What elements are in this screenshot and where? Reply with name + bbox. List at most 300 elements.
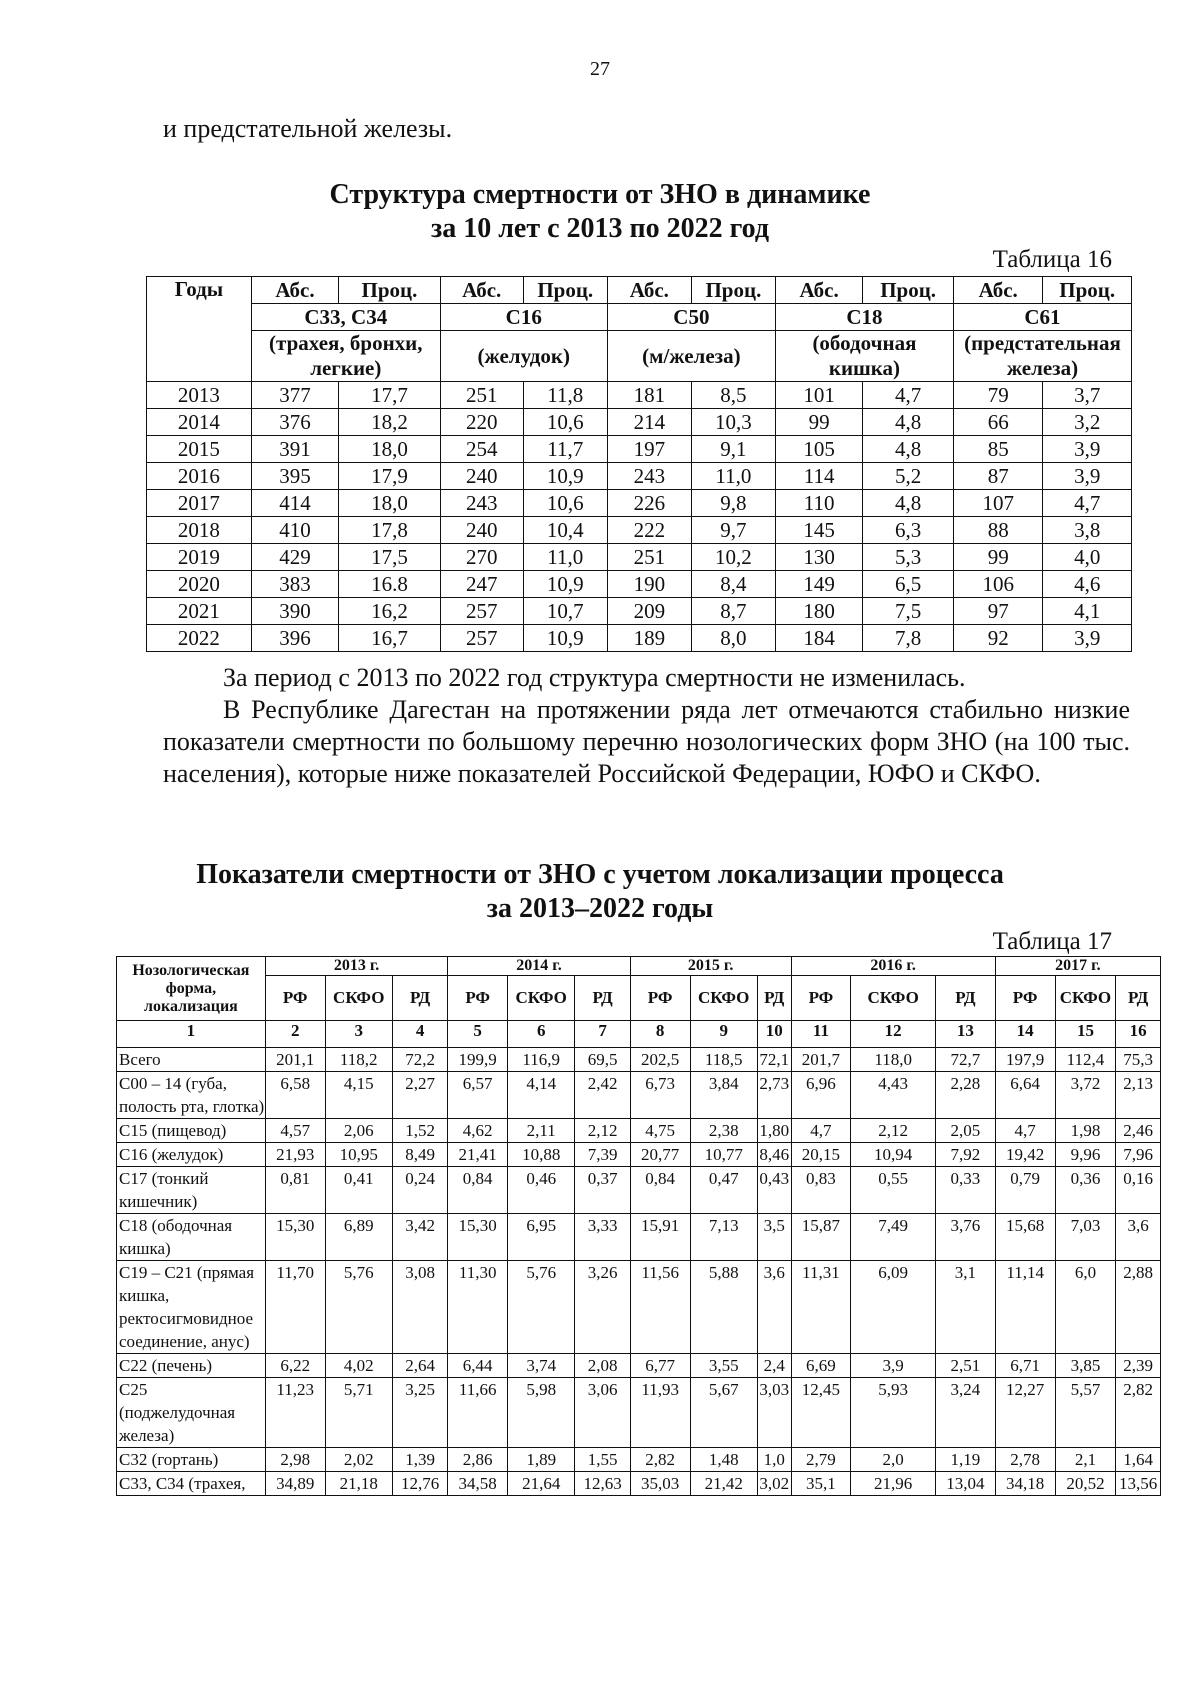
- value-cell: 4,8: [863, 436, 954, 463]
- value-cell: 202,5: [630, 1048, 690, 1072]
- table-row: [147, 436, 1132, 463]
- value-cell: 11,70: [265, 1261, 325, 1354]
- value-cell: 383: [251, 571, 338, 598]
- value-cell: 8,5: [691, 382, 775, 409]
- value-cell: 0,36: [1055, 1167, 1116, 1214]
- value-cell: 35,1: [791, 1472, 851, 1496]
- value-cell: 7,13: [690, 1214, 757, 1261]
- region-header: СКФО: [851, 976, 936, 1021]
- column-number: 14: [995, 1021, 1055, 1048]
- value-cell: 2,38: [690, 1119, 757, 1143]
- value-cell: 2,05: [936, 1119, 996, 1143]
- value-cell: 6,57: [448, 1072, 508, 1119]
- value-cell: 414: [251, 490, 338, 517]
- table-row: [147, 625, 1132, 652]
- value-cell: 181: [607, 382, 691, 409]
- value-cell: 1,52: [392, 1119, 447, 1143]
- value-cell: 118,5: [690, 1048, 757, 1072]
- column-number: 2: [265, 1021, 325, 1048]
- pct-header: Проц.: [691, 277, 775, 304]
- value-cell: 395: [251, 463, 338, 490]
- value-cell: 92: [953, 625, 1043, 652]
- column-number: 7: [575, 1021, 630, 1048]
- table-row: [147, 517, 1132, 544]
- value-cell: 5,93: [851, 1378, 936, 1448]
- value-cell: 12,63: [575, 1472, 630, 1496]
- value-cell: 20,15: [791, 1143, 851, 1167]
- value-cell: 11,23: [265, 1378, 325, 1448]
- value-cell: 2,12: [575, 1119, 630, 1143]
- value-cell: 3,25: [392, 1378, 447, 1448]
- value-cell: 97: [953, 598, 1043, 625]
- years-header: Годы: [147, 277, 252, 382]
- region-header: РД: [1116, 976, 1161, 1021]
- abs-header: Абс.: [953, 277, 1043, 304]
- value-cell: 3,84: [690, 1072, 757, 1119]
- value-cell: 15,91: [630, 1214, 690, 1261]
- value-cell: 209: [607, 598, 691, 625]
- year-header: 2016 г.: [791, 957, 995, 976]
- value-cell: 7,5: [863, 598, 954, 625]
- value-cell: 5,71: [325, 1378, 392, 1448]
- year-cell: 2018: [147, 517, 252, 544]
- value-cell: 0,37: [575, 1167, 630, 1214]
- value-cell: 6,77: [630, 1354, 690, 1378]
- value-cell: 4,7: [791, 1119, 851, 1143]
- value-cell: 201,7: [791, 1048, 851, 1072]
- value-cell: 34,58: [448, 1472, 508, 1496]
- value-cell: 20,77: [630, 1143, 690, 1167]
- table-row: [147, 598, 1132, 625]
- value-cell: 1,64: [1116, 1448, 1161, 1472]
- value-cell: 376: [251, 409, 338, 436]
- value-cell: 6,64: [995, 1072, 1055, 1119]
- year-header: 2013 г.: [265, 957, 447, 976]
- value-cell: 201,1: [265, 1048, 325, 1072]
- value-cell: 2,13: [1116, 1072, 1161, 1119]
- table-row: [147, 490, 1132, 517]
- table17-year-row: [117, 957, 1161, 976]
- value-cell: 12,27: [995, 1378, 1055, 1448]
- value-cell: 112,4: [1055, 1048, 1116, 1072]
- value-cell: 3,9: [1043, 463, 1132, 490]
- value-cell: 5,57: [1055, 1378, 1116, 1448]
- value-cell: 180: [775, 598, 862, 625]
- table16-label: Таблица 16: [992, 246, 1112, 273]
- value-cell: 6,22: [265, 1354, 325, 1378]
- value-cell: 0,43: [757, 1167, 791, 1214]
- localization-cell: С18 (ободочная кишка): [117, 1214, 266, 1261]
- year-header: 2017 г.: [995, 957, 1160, 976]
- value-cell: 10,6: [523, 409, 607, 436]
- value-cell: 20,52: [1055, 1472, 1116, 1496]
- pct-header: Проц.: [863, 277, 954, 304]
- value-cell: 3,2: [1043, 409, 1132, 436]
- value-cell: 2,73: [757, 1072, 791, 1119]
- localization-cell: С25 (поджелудочная железа): [117, 1378, 266, 1448]
- value-cell: 9,7: [691, 517, 775, 544]
- value-cell: 21,93: [265, 1143, 325, 1167]
- region-header: РФ: [630, 976, 690, 1021]
- pct-header: Проц.: [339, 277, 441, 304]
- region-header: РФ: [265, 976, 325, 1021]
- value-cell: 257: [440, 598, 523, 625]
- value-cell: 35,03: [630, 1472, 690, 1496]
- value-cell: 11,31: [791, 1261, 851, 1354]
- year-cell: 2016: [147, 463, 252, 490]
- table-row: [117, 1261, 1161, 1354]
- value-cell: 1,0: [757, 1448, 791, 1472]
- table-row: [117, 1072, 1161, 1119]
- value-cell: 19,42: [995, 1143, 1055, 1167]
- value-cell: 2,88: [1116, 1261, 1161, 1354]
- value-cell: 15,30: [448, 1214, 508, 1261]
- value-cell: 2,78: [995, 1448, 1055, 1472]
- value-cell: 3,72: [1055, 1072, 1116, 1119]
- value-cell: 240: [440, 517, 523, 544]
- value-cell: 118,2: [325, 1048, 392, 1072]
- value-cell: 5,76: [508, 1261, 575, 1354]
- region-header: РД: [392, 976, 447, 1021]
- value-cell: 12,45: [791, 1378, 851, 1448]
- value-cell: 6,3: [863, 517, 954, 544]
- value-cell: 4,7: [1043, 490, 1132, 517]
- value-cell: 9,96: [1055, 1143, 1116, 1167]
- value-cell: 101: [775, 382, 862, 409]
- value-cell: 17,8: [339, 517, 441, 544]
- value-cell: 2,27: [392, 1072, 447, 1119]
- value-cell: 5,2: [863, 463, 954, 490]
- localization-cell: С22 (печень): [117, 1354, 266, 1378]
- abs-header: Абс.: [607, 277, 691, 304]
- value-cell: 396: [251, 625, 338, 652]
- value-cell: 7,39: [575, 1143, 630, 1167]
- group-description: (трахея, бронхи, легкие): [251, 331, 440, 382]
- table16-title-line2: за 10 лет с 2013 по 2022 год: [430, 213, 770, 244]
- group-code: С16: [440, 304, 607, 331]
- year-header: 2015 г.: [630, 957, 791, 976]
- value-cell: 13,04: [936, 1472, 996, 1496]
- value-cell: 6,09: [851, 1261, 936, 1354]
- table-row: [147, 571, 1132, 598]
- value-cell: 18,2: [339, 409, 441, 436]
- value-cell: 2,11: [508, 1119, 575, 1143]
- value-cell: 3,03: [757, 1378, 791, 1448]
- value-cell: 3,74: [508, 1354, 575, 1378]
- value-cell: 4,8: [863, 409, 954, 436]
- value-cell: 18,0: [339, 436, 441, 463]
- value-cell: 0,24: [392, 1167, 447, 1214]
- value-cell: 10,95: [325, 1143, 392, 1167]
- localization-cell: С19 – С21 (прямая кишка, ректосигмовидное соединение, анус): [117, 1261, 266, 1354]
- value-cell: 0,84: [448, 1167, 508, 1214]
- pct-header: Проц.: [523, 277, 607, 304]
- value-cell: 6,0: [1055, 1261, 1116, 1354]
- value-cell: 2,98: [265, 1448, 325, 1472]
- value-cell: 391: [251, 436, 338, 463]
- group-code: С33, С34: [251, 304, 440, 331]
- value-cell: 13,56: [1116, 1472, 1161, 1496]
- value-cell: 10,9: [523, 463, 607, 490]
- value-cell: 0,47: [690, 1167, 757, 1214]
- table-row: [147, 544, 1132, 571]
- value-cell: 243: [607, 463, 691, 490]
- value-cell: 3,7: [1043, 382, 1132, 409]
- column-number: 13: [936, 1021, 996, 1048]
- value-cell: 8,7: [691, 598, 775, 625]
- table16: [146, 276, 1132, 652]
- value-cell: 2,64: [392, 1354, 447, 1378]
- value-cell: 3,8: [1043, 517, 1132, 544]
- value-cell: 15,30: [265, 1214, 325, 1261]
- value-cell: 6,58: [265, 1072, 325, 1119]
- table17-title: [0, 858, 1200, 926]
- value-cell: 7,92: [936, 1143, 996, 1167]
- value-cell: 3,42: [392, 1214, 447, 1261]
- table16-code-row: [147, 304, 1132, 331]
- value-cell: 87: [953, 463, 1043, 490]
- value-cell: 0,83: [791, 1167, 851, 1214]
- value-cell: 8,4: [691, 571, 775, 598]
- value-cell: 4,6: [1043, 571, 1132, 598]
- value-cell: 1,80: [757, 1119, 791, 1143]
- value-cell: 2,82: [1116, 1378, 1161, 1448]
- value-cell: 1,89: [508, 1448, 575, 1472]
- localization-cell: С00 – 14 (губа, полость рта, глотка): [117, 1072, 266, 1119]
- paragraph: В Республике Дагестан на протяжении ряда лет отмечаются стабильно низкие показатели смертности по большому перечню нозологических форм ЗНО (на 100 тыс. населения), которые ниже показателей Российской Федерации, ЮФО и СКФО.: [163, 695, 1130, 788]
- value-cell: 2,06: [325, 1119, 392, 1143]
- value-cell: 4,02: [325, 1354, 392, 1378]
- value-cell: 11,0: [691, 463, 775, 490]
- value-cell: 1,98: [1055, 1119, 1116, 1143]
- value-cell: 11,30: [448, 1261, 508, 1354]
- value-cell: 6,71: [995, 1354, 1055, 1378]
- value-cell: 2,12: [851, 1119, 936, 1143]
- year-cell: 2014: [147, 409, 252, 436]
- table17-label: Таблица 17: [992, 928, 1112, 955]
- value-cell: 4,7: [995, 1119, 1055, 1143]
- value-cell: 3,33: [575, 1214, 630, 1261]
- value-cell: 4,7: [863, 382, 954, 409]
- value-cell: 110: [775, 490, 862, 517]
- table-row: [147, 463, 1132, 490]
- paragraph: За период с 2013 по 2022 год структура смертности не изменилась.: [223, 663, 966, 692]
- value-cell: 75,3: [1116, 1048, 1161, 1072]
- value-cell: 85: [953, 436, 1043, 463]
- column-number: 8: [630, 1021, 690, 1048]
- value-cell: 3,06: [575, 1378, 630, 1448]
- value-cell: 7,8: [863, 625, 954, 652]
- value-cell: 0,55: [851, 1167, 936, 1214]
- value-cell: 2,08: [575, 1354, 630, 1378]
- value-cell: 11,56: [630, 1261, 690, 1354]
- continuation-text: и предстательной железы.: [163, 114, 453, 143]
- column-number: 11: [791, 1021, 851, 1048]
- column-number: 16: [1116, 1021, 1161, 1048]
- value-cell: 377: [251, 382, 338, 409]
- value-cell: 197,9: [995, 1048, 1055, 1072]
- value-cell: 16.8: [339, 571, 441, 598]
- value-cell: 149: [775, 571, 862, 598]
- table-row: [117, 1143, 1161, 1167]
- value-cell: 2,39: [1116, 1354, 1161, 1378]
- value-cell: 34,18: [995, 1472, 1055, 1496]
- column-number: 12: [851, 1021, 936, 1048]
- column-number: 4: [392, 1021, 447, 1048]
- value-cell: 0,41: [325, 1167, 392, 1214]
- abs-header: Абс.: [775, 277, 862, 304]
- value-cell: 240: [440, 463, 523, 490]
- localization-cell: С33, С34 (трахея,: [117, 1472, 266, 1496]
- value-cell: 1,48: [690, 1448, 757, 1472]
- value-cell: 7,03: [1055, 1214, 1116, 1261]
- value-cell: 2,0: [851, 1448, 936, 1472]
- value-cell: 4,1: [1043, 598, 1132, 625]
- value-cell: 2,42: [575, 1072, 630, 1119]
- group-code: С50: [607, 304, 775, 331]
- value-cell: 116,9: [508, 1048, 575, 1072]
- region-header: СКФО: [1055, 976, 1116, 1021]
- pct-header: Проц.: [1043, 277, 1132, 304]
- localization-cell: С16 (желудок): [117, 1143, 266, 1167]
- year-cell: 2019: [147, 544, 252, 571]
- value-cell: 99: [953, 544, 1043, 571]
- value-cell: 88: [953, 517, 1043, 544]
- value-cell: 4,8: [863, 490, 954, 517]
- value-cell: 6,95: [508, 1214, 575, 1261]
- column-number: 1: [117, 1021, 266, 1048]
- value-cell: 390: [251, 598, 338, 625]
- value-cell: 4,43: [851, 1072, 936, 1119]
- value-cell: 10,3: [691, 409, 775, 436]
- value-cell: 0,84: [630, 1167, 690, 1214]
- value-cell: 214: [607, 409, 691, 436]
- value-cell: 145: [775, 517, 862, 544]
- page-number: 27: [590, 58, 610, 80]
- value-cell: 254: [440, 436, 523, 463]
- table-row: [117, 1167, 1161, 1214]
- value-cell: 10,9: [523, 571, 607, 598]
- value-cell: 11,14: [995, 1261, 1055, 1354]
- value-cell: 243: [440, 490, 523, 517]
- value-cell: 11,66: [448, 1378, 508, 1448]
- value-cell: 10,4: [523, 517, 607, 544]
- value-cell: 106: [953, 571, 1043, 598]
- region-header: РД: [757, 976, 791, 1021]
- group-code: С18: [775, 304, 953, 331]
- table-row: [147, 382, 1132, 409]
- value-cell: 10,7: [523, 598, 607, 625]
- localization-cell: Всего: [117, 1048, 266, 1072]
- value-cell: 270: [440, 544, 523, 571]
- value-cell: 0,46: [508, 1167, 575, 1214]
- table-row: [117, 1214, 1161, 1261]
- value-cell: 15,68: [995, 1214, 1055, 1261]
- column-number: 10: [757, 1021, 791, 1048]
- table-row: [117, 1354, 1161, 1378]
- localization-cell: С32 (гортань): [117, 1448, 266, 1472]
- body-text: [163, 662, 1130, 790]
- value-cell: 2,4: [757, 1354, 791, 1378]
- group-code: С61: [953, 304, 1131, 331]
- value-cell: 220: [440, 409, 523, 436]
- value-cell: 1,39: [392, 1448, 447, 1472]
- table-row: [117, 1048, 1161, 1072]
- value-cell: 99: [775, 409, 862, 436]
- value-cell: 4,14: [508, 1072, 575, 1119]
- value-cell: 72,2: [392, 1048, 447, 1072]
- table17-sub-row: [117, 976, 1161, 1021]
- value-cell: 16,7: [339, 625, 441, 652]
- year-cell: 2020: [147, 571, 252, 598]
- value-cell: 5,98: [508, 1378, 575, 1448]
- abs-header: Абс.: [251, 277, 338, 304]
- value-cell: 10,9: [523, 625, 607, 652]
- value-cell: 3,6: [1116, 1214, 1161, 1261]
- value-cell: 11,7: [523, 436, 607, 463]
- value-cell: 10,6: [523, 490, 607, 517]
- value-cell: 72,1: [757, 1048, 791, 1072]
- table-row: [117, 1448, 1161, 1472]
- value-cell: 10,2: [691, 544, 775, 571]
- value-cell: 4,62: [448, 1119, 508, 1143]
- region-header: СКФО: [690, 976, 757, 1021]
- value-cell: 199,9: [448, 1048, 508, 1072]
- value-cell: 3,6: [757, 1261, 791, 1354]
- value-cell: 9,8: [691, 490, 775, 517]
- column-number: 5: [448, 1021, 508, 1048]
- value-cell: 18,0: [339, 490, 441, 517]
- table17-title-line1: Показатели смертности от ЗНО с учетом локализации процесса: [196, 859, 1004, 890]
- table17-title-line2: за 2013–2022 годы: [486, 893, 714, 924]
- value-cell: 7,96: [1116, 1143, 1161, 1167]
- year-header: 2014 г.: [448, 957, 630, 976]
- value-cell: 0,81: [265, 1167, 325, 1214]
- value-cell: 257: [440, 625, 523, 652]
- value-cell: 3,76: [936, 1214, 996, 1261]
- value-cell: 2,51: [936, 1354, 996, 1378]
- value-cell: 9,1: [691, 436, 775, 463]
- value-cell: 2,02: [325, 1448, 392, 1472]
- nosology-header: Нозологическая форма, локализация: [117, 957, 266, 1021]
- value-cell: 2,82: [630, 1448, 690, 1472]
- value-cell: 8,49: [392, 1143, 447, 1167]
- value-cell: 5,67: [690, 1378, 757, 1448]
- value-cell: 21,64: [508, 1472, 575, 1496]
- value-cell: 8,0: [691, 625, 775, 652]
- value-cell: 114: [775, 463, 862, 490]
- value-cell: 15,87: [791, 1214, 851, 1261]
- value-cell: 429: [251, 544, 338, 571]
- value-cell: 72,7: [936, 1048, 996, 1072]
- value-cell: 12,76: [392, 1472, 447, 1496]
- value-cell: 10,94: [851, 1143, 936, 1167]
- value-cell: 1,55: [575, 1448, 630, 1472]
- region-header: СКФО: [508, 976, 575, 1021]
- group-description: (предстательная железа): [953, 331, 1131, 382]
- value-cell: 3,08: [392, 1261, 447, 1354]
- region-header: СКФО: [325, 976, 392, 1021]
- value-cell: 3,24: [936, 1378, 996, 1448]
- value-cell: 21,96: [851, 1472, 936, 1496]
- year-cell: 2013: [147, 382, 252, 409]
- value-cell: 5,88: [690, 1261, 757, 1354]
- value-cell: 17,9: [339, 463, 441, 490]
- year-cell: 2022: [147, 625, 252, 652]
- value-cell: 107: [953, 490, 1043, 517]
- value-cell: 4,57: [265, 1119, 325, 1143]
- localization-cell: С15 (пищевод): [117, 1119, 266, 1143]
